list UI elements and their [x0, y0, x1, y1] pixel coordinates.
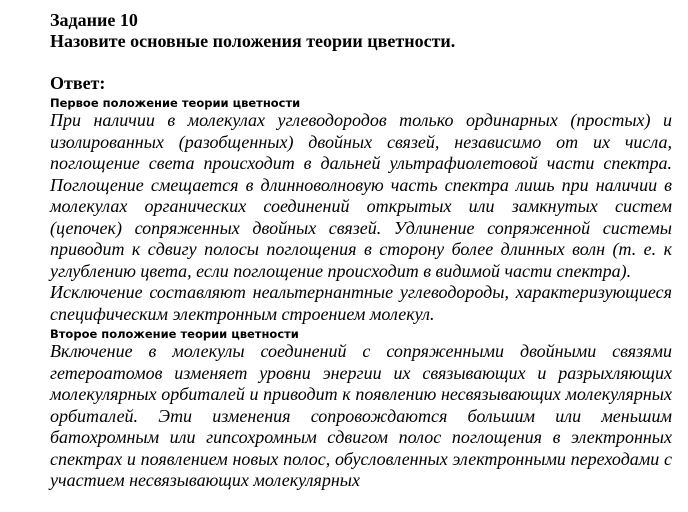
section-heading: Первое положение теории цветности	[50, 96, 301, 110]
section-second-position	[50, 327, 672, 492]
paragraph: Исключение составляют неальтернантные углеводороды, характеризующиеся специфическим электронным строением молекул.	[50, 282, 672, 324]
task-question: Назовите основные положения теории цветности.	[50, 31, 456, 51]
answer-label: Ответ:	[50, 73, 106, 93]
task-title: Задание 10	[50, 10, 138, 30]
section-first-position	[50, 96, 672, 325]
blank-line	[50, 52, 672, 73]
paragraph: При наличии в молекулах углеводородов только ординарных (простых) и изолированных (разобщенных) двойных связей, независимо от их числа, поглощение света происходит в дальней ультрафиолетовой части спектра. Поглощение смещается в длинноволновую часть спектра лишь при наличии в молекулах органических соединений открытых или замкнутых систем (цепочек) сопряженных двойных связей. Удлинение сопряженной системы приводит к сдвигу полосы поглощения в сторону более длинных волн (т. е. к углублению цвета, если поглощение происходит в видимой части спектра).	[50, 110, 672, 281]
paragraph: Включение в молекулы соединений с сопряженными двойными связями гетероатомов изменяет уровни энергии их связывающих и разрыхляющих молекулярных орбиталей и приводит к появлению несвязывающих молекулярных орбиталей. Эти изменения сопровождаются большим или меньшим батохромным или гипсохромным сдвигом полос поглощения в электронных спектрах и появлением новых полос, обусловленных электронными переходами с участием несвязывающих молекулярных	[50, 341, 672, 490]
section-heading: Второе положение теории цветности	[50, 327, 299, 341]
document-page	[50, 10, 672, 492]
